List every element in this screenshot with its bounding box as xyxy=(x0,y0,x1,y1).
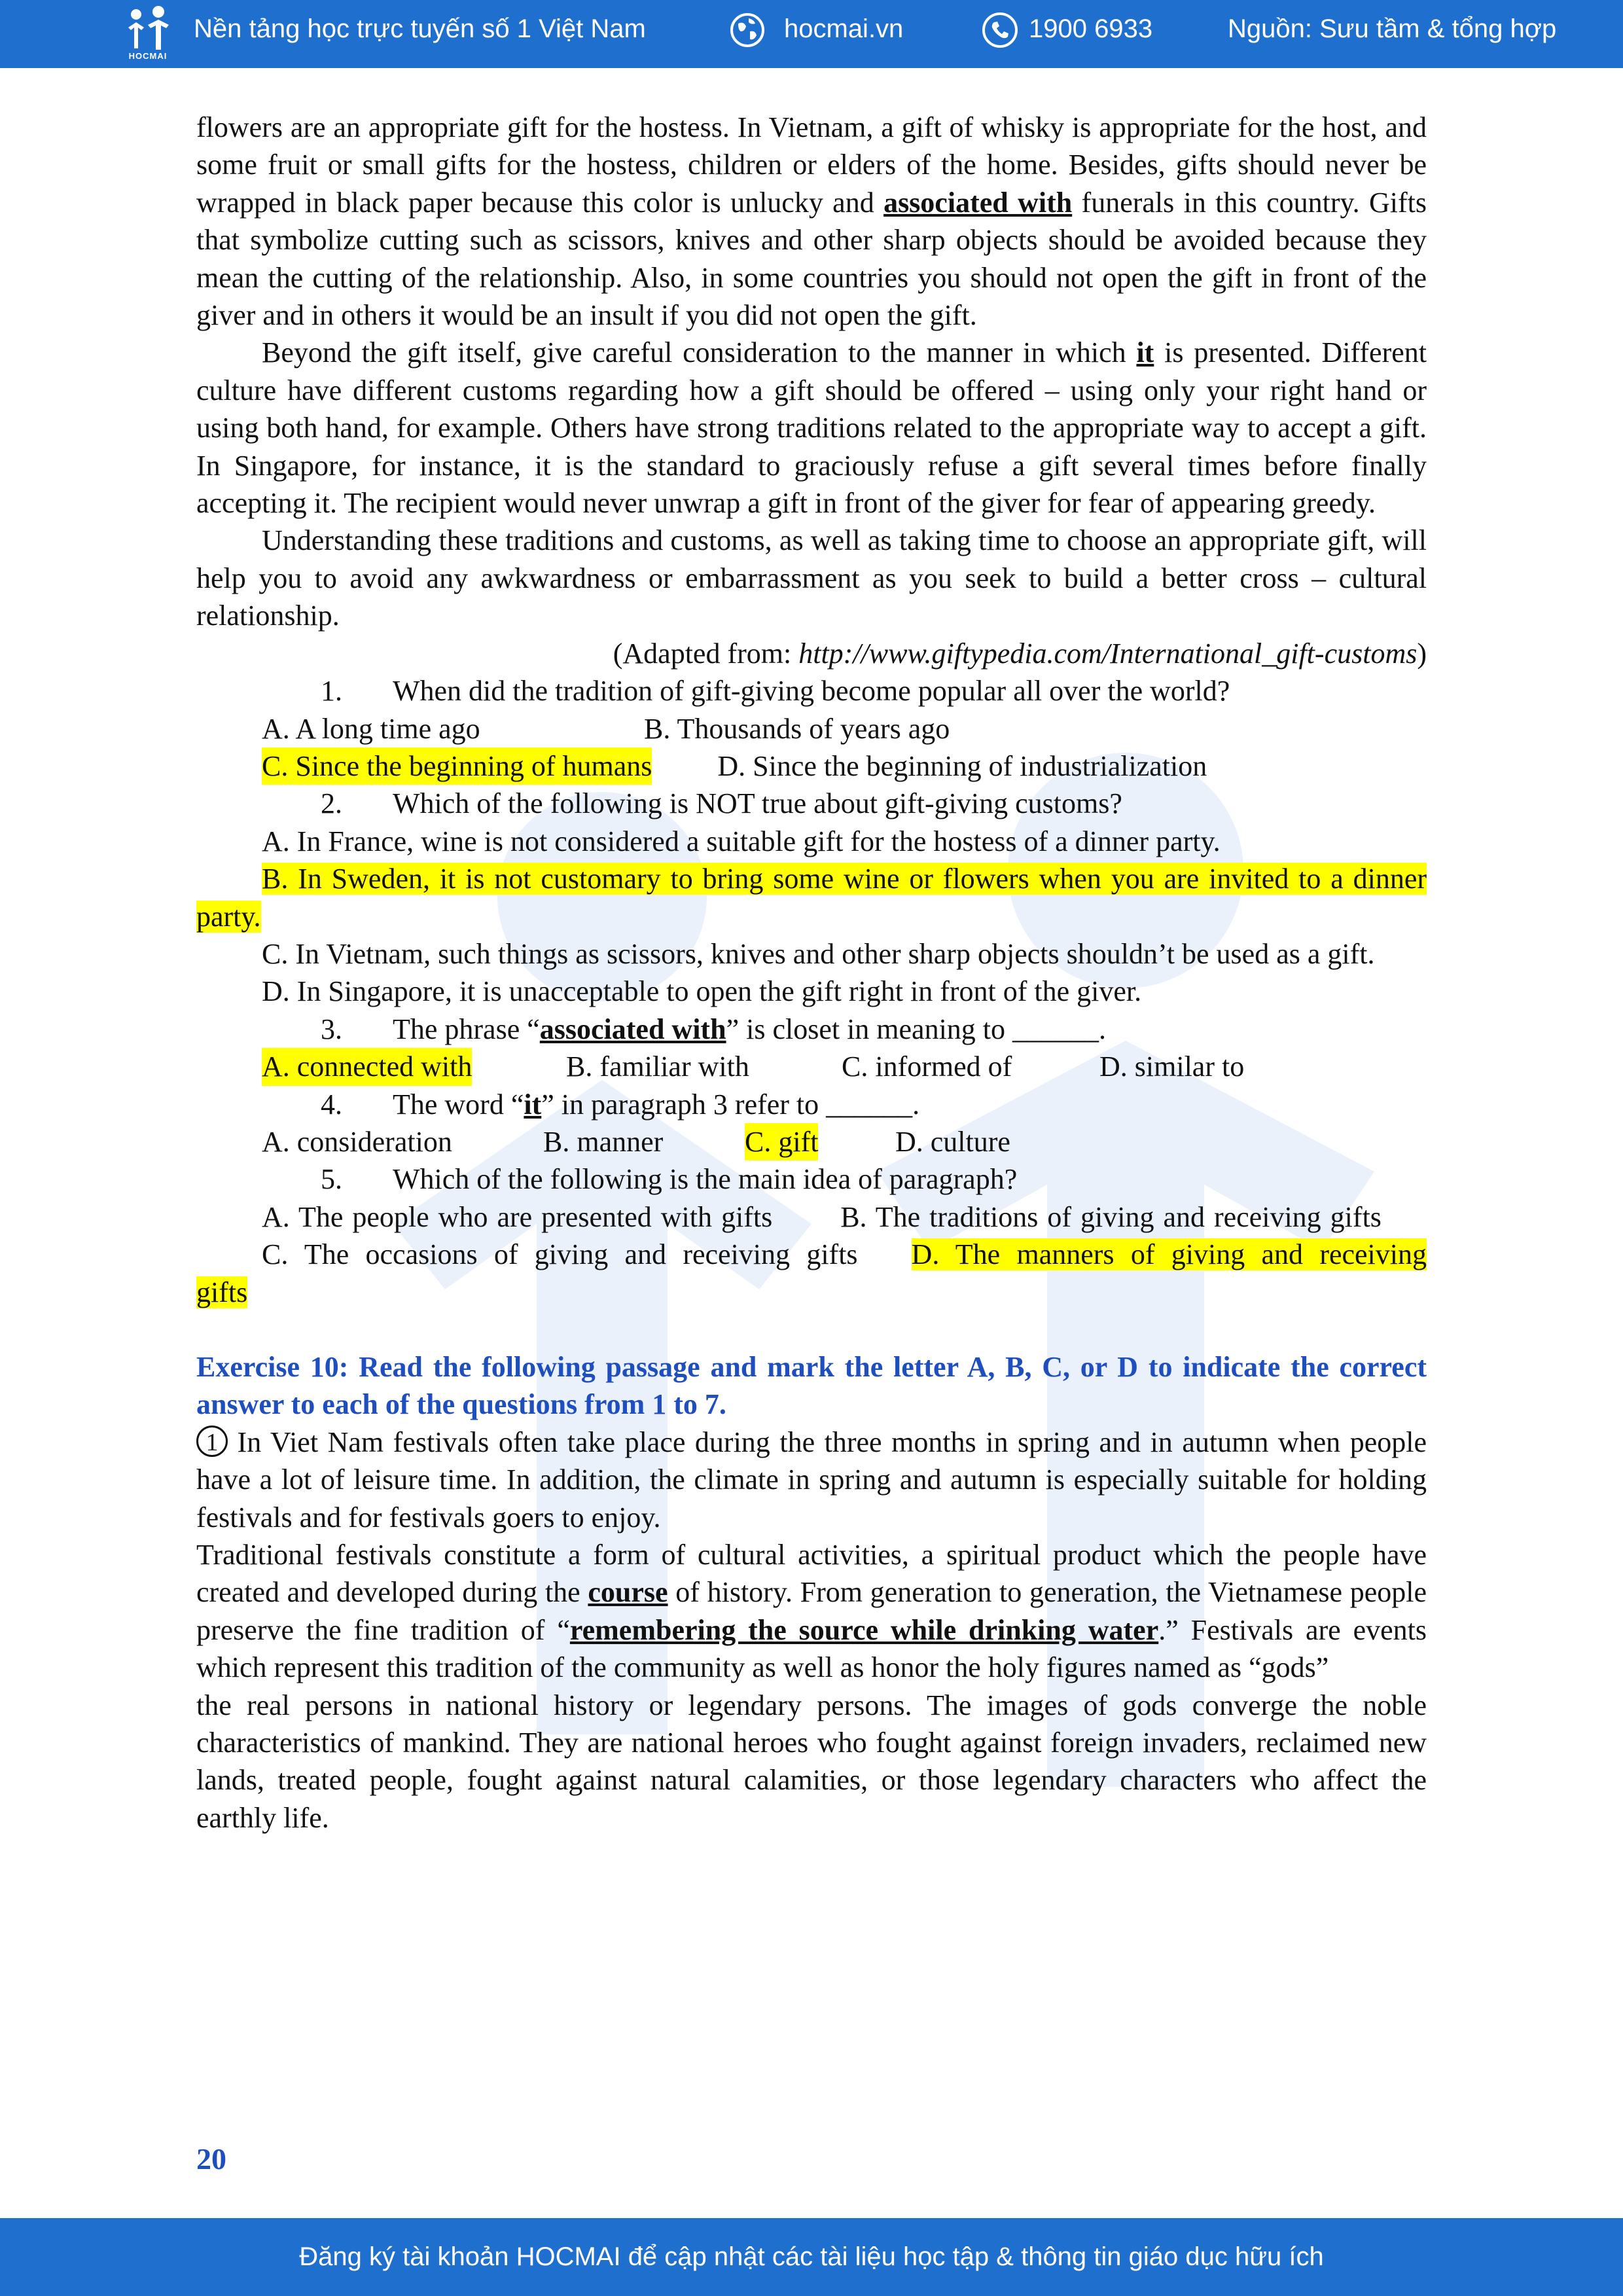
question-4: 4. The word “it” in paragraph 3 refer to ______. xyxy=(321,1088,920,1121)
q1-option-d[interactable]: D. Since the beginning of industrialization xyxy=(717,749,1207,782)
q3-option-d[interactable]: D. similar to xyxy=(1099,1050,1245,1083)
paragraph-marker: 1 xyxy=(196,1426,228,1457)
q3-option-b[interactable]: B. familiar with xyxy=(566,1050,749,1083)
main-content xyxy=(196,109,1427,1837)
question-5-options-cd xyxy=(196,1236,1427,1311)
question-5-options-ab xyxy=(196,1198,1427,1236)
phone-number[interactable]: 1900 6933 xyxy=(1029,14,1153,43)
term-remembering-the-source: remembering the source while drinking water xyxy=(569,1613,1159,1646)
question-4-options xyxy=(196,1123,1427,1160)
q5-option-b[interactable]: B. The traditions of giving and receiving gifts xyxy=(840,1200,1382,1233)
exercise-10-title: Exercise 10: Read the following passage and mark the letter A, B, C, or D to indicate the correct answer to each of the questions from 1 to 7. xyxy=(196,1351,1427,1421)
header-bar xyxy=(0,0,1623,68)
passage-source: (Adapted from: http://www.giftypedia.com/International_gift-customs) xyxy=(613,637,1427,670)
question-1: 1. When did the tradition of gift-giving become popular all over the world? xyxy=(321,675,1230,708)
website-link[interactable]: hocmai.vn xyxy=(784,14,904,43)
exercise-10-paragraph-2: Traditional festivals constitute a form of cultural activities, a spiritual product which the people have created and developed during the course of history. From generation to generation, the Vietnamese people preserve the fine tradition of “remembering the source while drinking water.” Festivals are events which represent this tradition of the community as well as honor the holy figures named as “gods” xyxy=(196,1539,1427,1684)
question-2: 2. Which of the following is NOT true about gift-giving customs? xyxy=(321,787,1122,820)
passage-paragraph-1: flowers are an appropriate gift for the hostess. In Vietnam, a gift of whisky is appropriate for the host, and some fruit or small gifts for the hostess, children or elders of the home. Besides, gifts should never be wrapped in black paper because this color is unlucky and associated with funerals in this country. Gifts that symbolize cutting such as scissors, knives and other sharp objects should be avoided because they mean the cutting of the relationship. Also, in some countries you should not open the gift in front of the giver and in others it would be an insult if you did not open the gift. xyxy=(196,111,1427,332)
term-it: it xyxy=(1136,336,1154,369)
q4-option-d[interactable]: D. culture xyxy=(895,1125,1010,1158)
passage-paragraph-3: Understanding these traditions and customs, as well as taking time to choose an appropriate gift, will help you to avoid any awkwardness or embarrassment as you seek to build a better cross – cultural relationship. xyxy=(196,524,1427,632)
source-url: http://www.giftypedia.com/International_gift-customs xyxy=(798,637,1418,670)
q3-option-a[interactable]: A. connected with xyxy=(262,1048,472,1085)
exercise-10-paragraph-3: the real persons in national history or legendary persons. The images of gods converge the noble characteristics of mankind. They are national heroes who fought against foreign invaders, reclaimed new lands, treated people, fought against natural calamities, or those legendary characters who affect the earthly life. xyxy=(196,1689,1427,1834)
source-label: Nguồn: Sưu tầm & tổng hợp xyxy=(1228,14,1557,43)
page-number: 20 xyxy=(196,2142,226,2176)
q5-option-c[interactable]: C. The occasions of giving and receiving gifts xyxy=(262,1238,858,1271)
q2-option-d[interactable]: D. In Singapore, it is unacceptable to open the gift right in front of the giver. xyxy=(262,975,1142,1008)
q2-option-b[interactable]: B. In Sweden, it is not customary to bring some wine or flowers when you are invited to a dinner party. xyxy=(196,863,1427,933)
question-3: 3. The phrase “associated with” is closet in meaning to ______. xyxy=(321,1013,1107,1045)
question-3-options xyxy=(196,1048,1427,1085)
question-1-options-row-2 xyxy=(196,747,1427,785)
q1-option-b[interactable]: B. Thousands of years ago xyxy=(644,712,950,745)
globe-icon xyxy=(729,12,766,48)
q1-option-c[interactable]: C. Since the beginning of humans xyxy=(262,747,652,785)
q4-option-a[interactable]: A. consideration xyxy=(262,1125,452,1158)
passage-paragraph-2: Beyond the gift itself, give careful consideration to the manner in which it is presented. Different culture have different customs regarding how a gift should be offered – using only your right hand or using both hand, for example. Others have strong traditions related to the appropriate way to accept a gift. In Singapore, for instance, it is the standard to graciously refuse a gift several times before finally accepting it. The recipient would never unwrap a gift in front of the giver for fear of appearing greedy. xyxy=(196,336,1427,520)
exercise-10-paragraph-1: 1 In Viet Nam festivals often take place during the three months in spring and in autumn when people have a lot of leisure time. In addition, the climate in spring and autumn is especially suitable for holding festivals and for festivals goers to enjoy. xyxy=(196,1426,1427,1534)
q2-option-a[interactable]: A. In France, wine is not considered a suitable gift for the hostess of a dinner party. xyxy=(262,825,1221,857)
footer-bar xyxy=(0,2218,1623,2296)
phone-icon xyxy=(982,12,1018,48)
q1-option-a[interactable]: A. A long time ago xyxy=(262,712,480,745)
q4-option-c[interactable]: C. gift xyxy=(745,1123,818,1160)
term-course: course xyxy=(588,1576,668,1609)
question-5: 5. Which of the following is the main idea of paragraph? xyxy=(321,1163,1018,1196)
term-associated-with: associated with xyxy=(883,186,1073,219)
q3-option-c[interactable]: C. informed of xyxy=(842,1050,1012,1083)
logo-text: HOCMAI xyxy=(128,51,168,61)
header-slogan: Nền tảng học trực tuyến số 1 Việt Nam xyxy=(194,14,646,43)
q5-option-a[interactable]: A. The people who are presented with gifts xyxy=(262,1200,773,1233)
question-1-options-row-1 xyxy=(196,710,1427,747)
q2-option-c[interactable]: C. In Vietnam, such things as scissors, knives and other sharp objects shouldn’t be used as a gift. xyxy=(262,937,1375,970)
q4-option-b[interactable]: B. manner xyxy=(543,1125,664,1158)
footer-text[interactable]: Đăng ký tài khoản HOCMAI để cập nhật các tài liệu học tập & thông tin giáo dục hữu ích xyxy=(299,2242,1324,2271)
q5-option-d[interactable]: D. The manners of giving and receiving gifts xyxy=(196,1238,1427,1308)
